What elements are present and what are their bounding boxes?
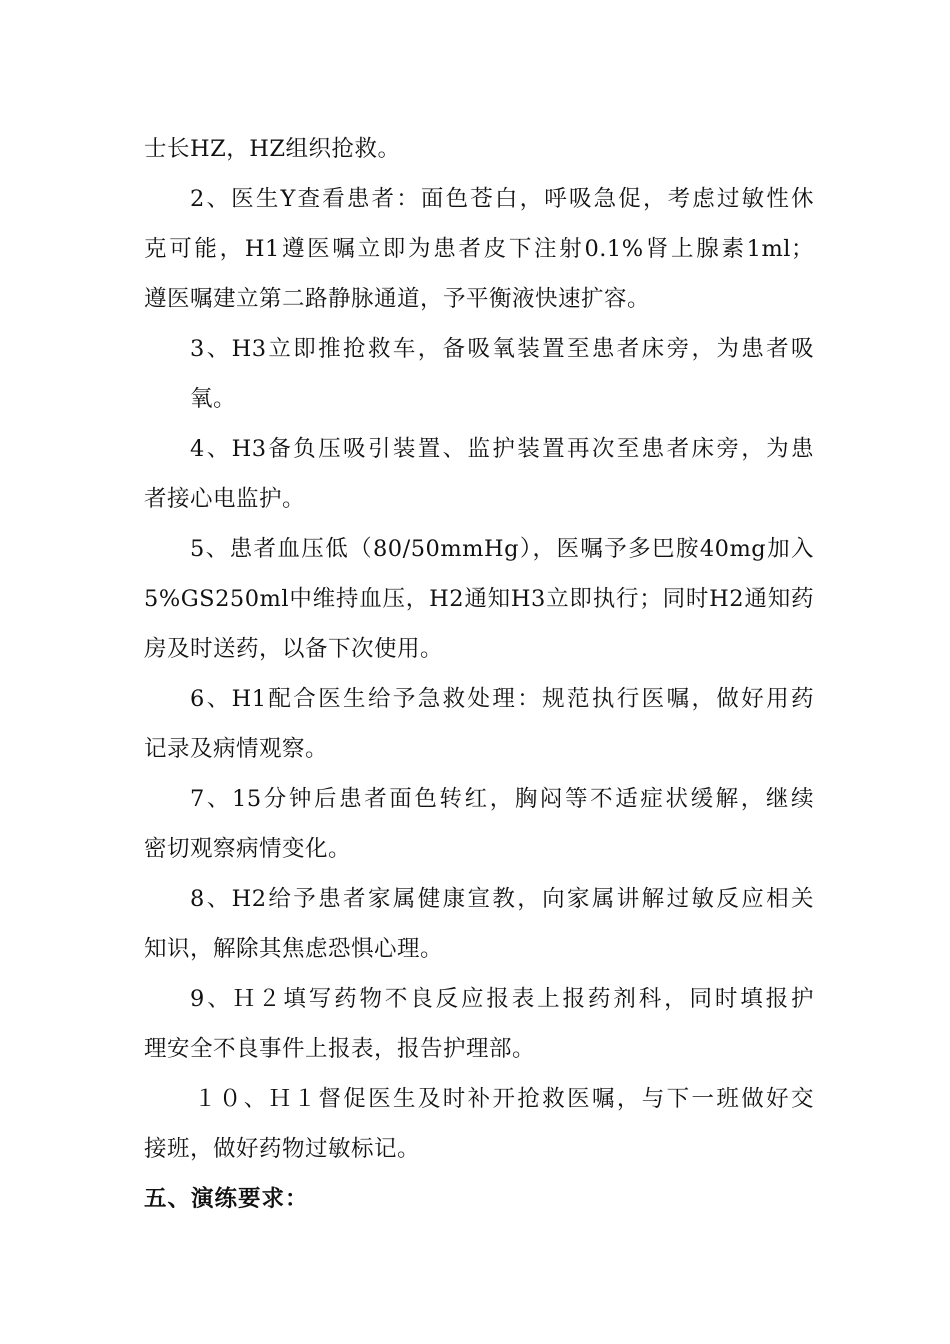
text-line-12: 6、H1配合医生给予急救处理：规范执行医嘱，做好用药 — [190, 686, 814, 712]
text-line-15: 密切观察病情变化。 — [144, 836, 352, 862]
text-line-17: 知识，解除其焦虑恐惧心理。 — [144, 936, 444, 962]
text-line-9: 5、患者血压低（80/50mmHg），医嘱予多巴胺40mg加入 — [190, 536, 814, 562]
text-line-20: １０、Ｈ１督促医生及时补开抢救医嘱，与下一班做好交 — [194, 1086, 814, 1112]
text-line-8: 者接心电监护。 — [144, 486, 306, 512]
text-line-14: 7、15分钟后患者面色转红，胸闷等不适症状缓解，继续 — [190, 786, 814, 812]
text-line-2: 2、医生Y查看患者：面色苍白，呼吸急促，考虑过敏性休 — [190, 186, 814, 212]
text-line-7: 4、H3备负压吸引装置、监护装置再次至患者床旁，为患 — [190, 436, 814, 462]
text-line-11: 房及时送药，以备下次使用。 — [144, 636, 444, 662]
text-line-21: 接班，做好药物过敏标记。 — [144, 1136, 421, 1162]
text-line-10: 5%GS250ml中维持血压，H2通知H3立即执行；同时H2通知药 — [144, 586, 814, 612]
text-line-6: 氧。 — [190, 386, 237, 412]
text-line-13: 记录及病情观察。 — [144, 736, 329, 762]
text-line-16: 8、H2给予患者家属健康宣教，向家属讲解过敏反应相关 — [190, 886, 814, 912]
text-line-1: 士长HZ，HZ组织抢救。 — [144, 136, 401, 162]
text-line-18: 9、Ｈ２填写药物不良反应报表上报药剂科，同时填报护 — [190, 986, 814, 1012]
text-line-19: 理安全不良事件上报表，报告护理部。 — [144, 1036, 536, 1062]
text-line-4: 遵医嘱建立第二路静脉通道，予平衡液快速扩容。 — [144, 286, 651, 312]
text-line-3: 克可能，H1遵医嘱立即为患者皮下注射0.1%肾上腺素1ml； — [144, 236, 814, 262]
text-line-5: 3、H3立即推抢救车，备吸氧装置至患者床旁，为患者吸 — [190, 336, 814, 362]
section-heading: 五、演练要求： — [144, 1186, 309, 1212]
